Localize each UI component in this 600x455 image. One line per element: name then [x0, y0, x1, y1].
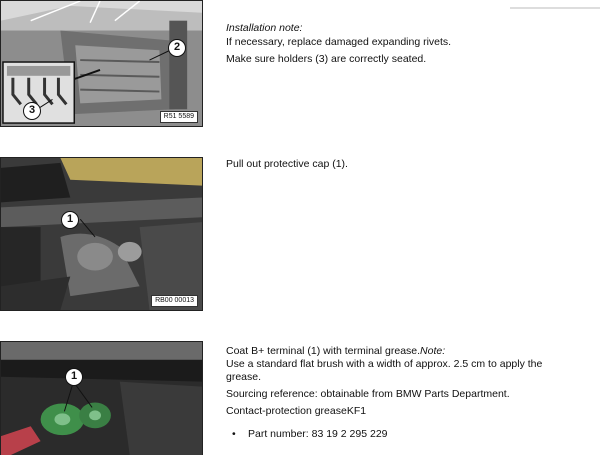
bullet-dot: •: [232, 428, 236, 440]
instruction-line: If necessary, replace damaged expanding rivets.: [226, 36, 452, 48]
instruction-line: Use a standard flat brush with a width of approx. 2.5 cm to apply the grease.: [226, 358, 543, 383]
engine-bay-photo-3: [1, 342, 202, 455]
top-rule: [210, 0, 600, 6]
step-3-text: [226, 345, 586, 441]
step-1-figure: [0, 0, 203, 127]
engine-bay-photo-2: [1, 158, 202, 310]
instruction-line: Sourcing reference: obtainable from BMW Parts Department.: [226, 388, 510, 400]
instruction-intro: Coat B+ terminal (1) with terminal grease.: [226, 345, 421, 357]
callout-1: 1: [65, 368, 83, 386]
callout-1: 1: [61, 211, 79, 229]
bullet-item: [226, 428, 586, 441]
step-2-figure: [0, 157, 203, 311]
figure-code: R51 5589: [160, 111, 198, 123]
instruction-line: Make sure holders (3) are correctly seated.: [226, 53, 427, 65]
instruction-line: Pull out protective cap (1).: [226, 158, 348, 170]
installation-note-label: Installation note:: [226, 22, 303, 34]
callout-3: 3: [23, 102, 41, 120]
instruction-line: Contact-protection greaseKF1: [226, 405, 367, 417]
step-1-text: [226, 22, 586, 70]
step-3-figure: [0, 341, 203, 455]
part-number: Part number: 83 19 2 295 229: [248, 428, 388, 440]
note-label: Note:: [420, 345, 446, 357]
callout-2: 2: [168, 39, 186, 57]
step-2-text: [226, 158, 586, 175]
figure-code: RB00 00013: [151, 295, 198, 307]
